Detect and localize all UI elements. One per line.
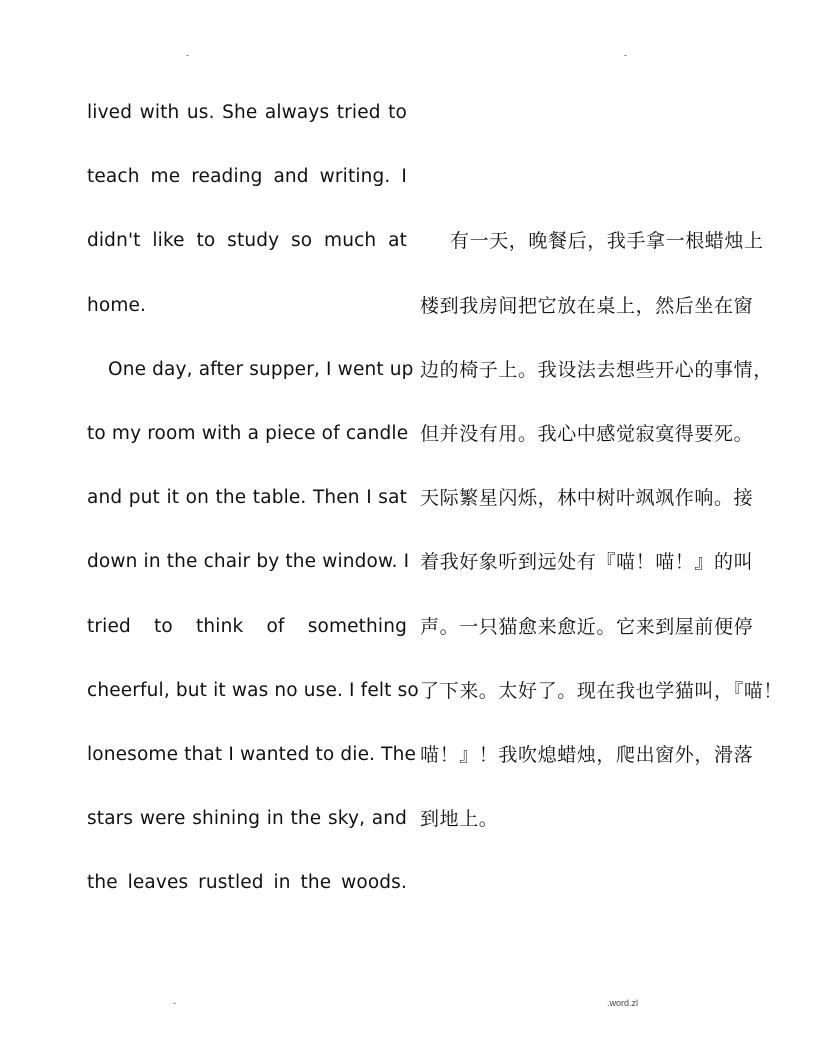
english-line: to my room with a piece of candle bbox=[87, 422, 409, 444]
chinese-line: 边的椅子上。我设法去想些开心的事情， bbox=[420, 358, 773, 381]
chinese-line: 喵！』！我吹熄蜡烛，爬出窗外，滑落 bbox=[420, 743, 754, 766]
header-left-mark: - bbox=[186, 50, 189, 60]
chinese-line: 了下来。太好了。现在我也学猫叫，『喵！ bbox=[420, 679, 783, 702]
english-text-column bbox=[87, 81, 419, 915]
chinese-line: 声。一只猫愈来愈近。它来到屋前便停 bbox=[420, 615, 754, 638]
header-right-mark: - bbox=[624, 50, 627, 60]
english-line: and put it on the table. Then I sat bbox=[87, 487, 407, 509]
english-line: lived with us. She always tried to bbox=[87, 102, 407, 123]
chinese-line: 天际繁星闪烁，林中树叶飒飒作响。接 bbox=[420, 487, 754, 510]
footer-left-mark: - bbox=[173, 998, 176, 1008]
chinese-text-column bbox=[420, 209, 783, 851]
chinese-line: 但并没有用。我心中感觉寂寞得要死。 bbox=[420, 422, 754, 445]
english-line: didn't like to study so much at bbox=[87, 230, 407, 252]
english-line: lonesome that I wanted to die. The bbox=[87, 743, 417, 765]
footer-right-mark: .word.zl bbox=[607, 998, 639, 1008]
english-line: down in the chair by the window. I bbox=[87, 551, 410, 573]
english-line: cheerful, but it was no use. I felt so bbox=[87, 679, 419, 701]
chinese-paragraph-start: 有一天，晚餐后，我手拿一根蜡烛上 bbox=[450, 230, 764, 253]
chinese-line: 楼到我房间把它放在桌上，然后坐在窗 bbox=[420, 294, 754, 317]
english-line: tried to think of something bbox=[87, 615, 407, 637]
chinese-line: 到地上。 bbox=[420, 808, 499, 831]
english-paragraph-start: One day, after supper, I went up bbox=[108, 358, 414, 380]
english-line: the leaves rustled in the woods. bbox=[87, 872, 407, 894]
english-line: stars were shining in the sky, and bbox=[87, 808, 407, 830]
chinese-line: 着我好象听到远处有『喵！喵！』的叫 bbox=[420, 551, 754, 574]
english-line: home. bbox=[87, 294, 147, 316]
english-line: teach me reading and writing. I bbox=[87, 166, 407, 188]
